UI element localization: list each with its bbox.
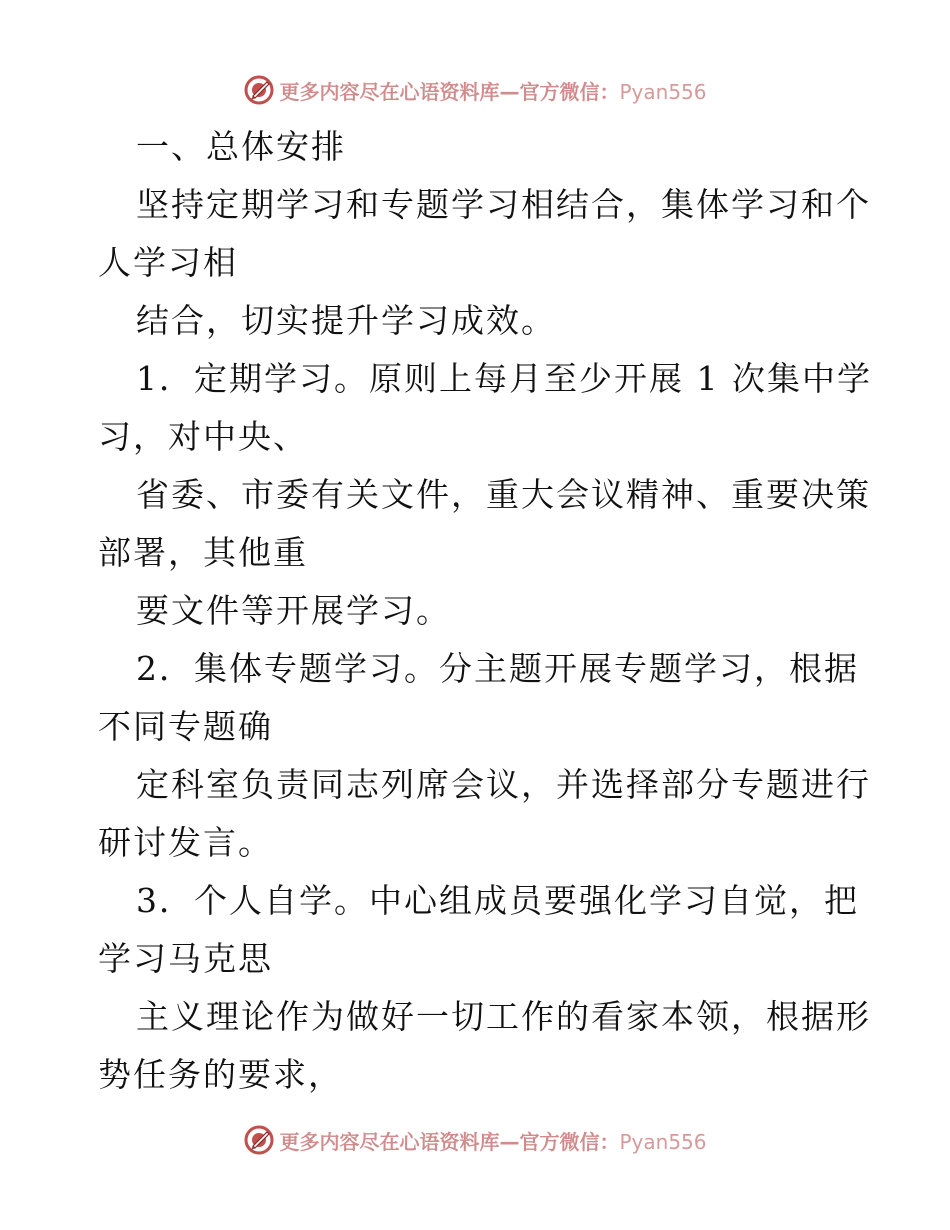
text-line: 部署，其他重 xyxy=(98,533,308,572)
text-line: 学习马克思 xyxy=(98,939,273,978)
text-line: 省委、市委有关文件，重大会议精神、重要决策 xyxy=(136,475,871,514)
text-line: 坚持定期学习和专题学习相结合，集体学习和个 xyxy=(136,185,871,224)
document-body xyxy=(98,118,878,1104)
text-line: 结合，切实提升学习成效。 xyxy=(136,301,556,340)
text-line: 不同专题确 xyxy=(98,707,273,746)
text-line: 1．定期学习。原则上每月至少开展 1 次集中学 xyxy=(136,359,872,398)
text-line: 势任务的要求， xyxy=(98,1055,343,1094)
watermark-text: 更多内容尽在心语资料库—官方微信：Pyan556 xyxy=(279,1129,707,1154)
pen-logo-icon xyxy=(243,74,275,106)
footer-watermark-banner xyxy=(0,1120,950,1160)
text-line: 研讨发言。 xyxy=(98,823,273,862)
text-line: 主义理论作为做好一切工作的看家本领，根据形 xyxy=(136,997,871,1036)
text-line: 要文件等开展学习。 xyxy=(136,591,451,630)
text-line: 3．个人自学。中心组成员要强化学习自觉，把 xyxy=(136,881,859,920)
text-line: 2．集体专题学习。分主题开展专题学习，根据 xyxy=(136,649,859,688)
pen-logo-icon xyxy=(243,1124,275,1156)
watermark-text: 更多内容尽在心语资料库—官方微信：Pyan556 xyxy=(279,79,707,104)
header-watermark-banner xyxy=(0,70,950,110)
text-line: 习，对中央、 xyxy=(98,417,308,456)
text-line: 定科室负责同志列席会议，并选择部分专题进行 xyxy=(136,765,871,804)
text-line: 人学习相 xyxy=(98,243,238,282)
text-line: 一、总体安排 xyxy=(136,127,346,166)
